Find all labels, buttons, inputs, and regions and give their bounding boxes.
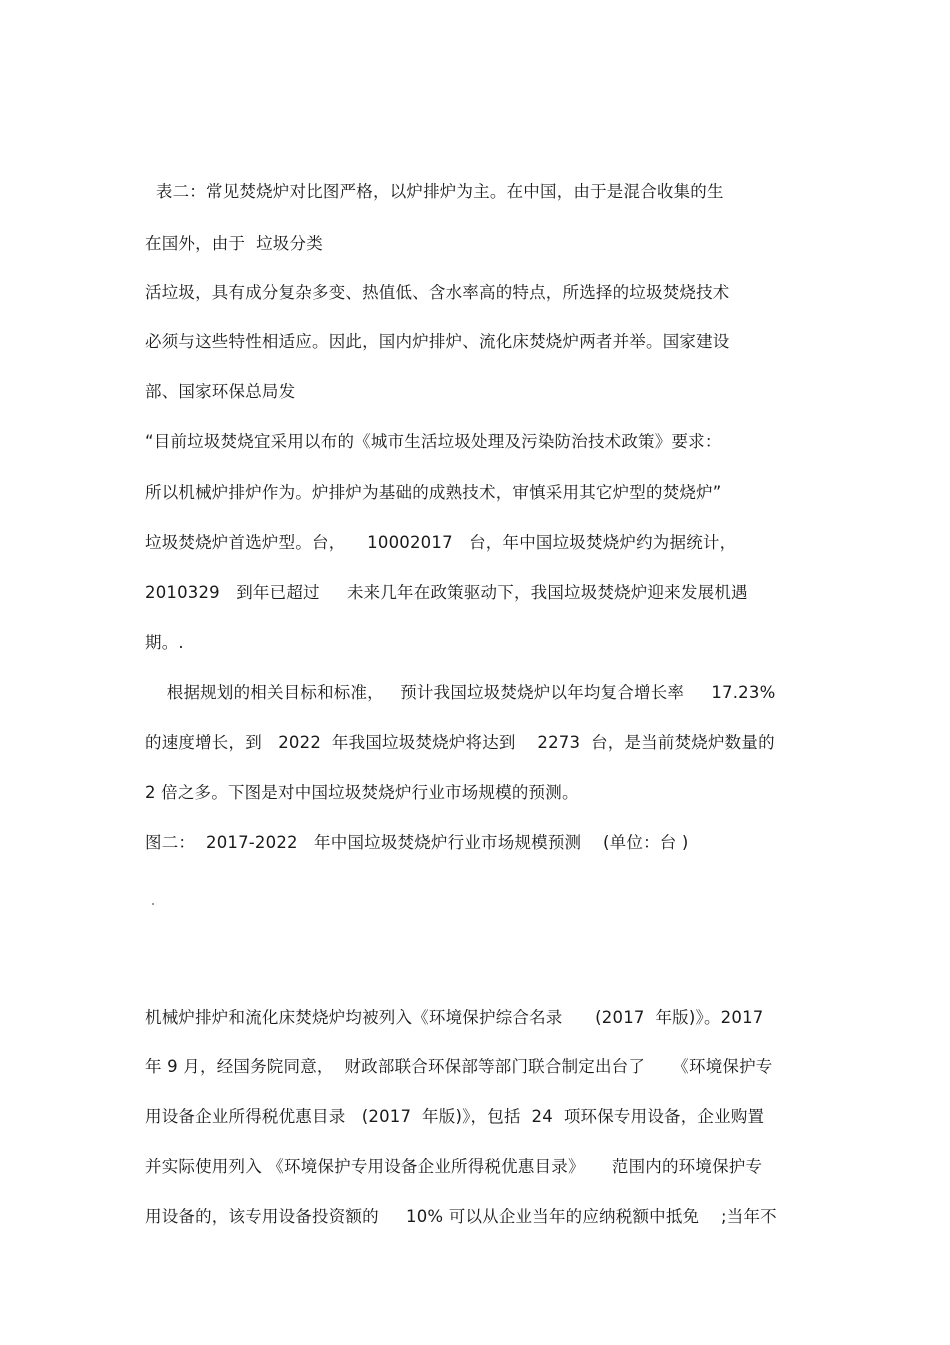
text-line: 根据规划的相关目标和标准， 预计我国垃圾焚烧炉以年均复合增长率 17.23% [145,683,776,702]
text-line: 的速度增长，到 2022 年我国垃圾焚烧炉将达到 2273 台，是当前焚烧炉数量的 [145,733,775,752]
text-line: 部、国家环保总局发 [145,382,296,401]
text-line: 2 倍之多。下图是对中国垃圾焚烧炉行业市场规模的预测。 [145,783,579,802]
text-line: 年 9 月，经国务院同意， 财政部联合环保部等部门联合制定出台了 《环境保护专 [145,1057,773,1076]
text-line: 并实际使用列入 《环境保护专用设备企业所得税优惠目录》 范围内的环境保护专 [145,1157,763,1176]
text-line: 期。. [145,633,184,652]
text-line: “目前垃圾焚烧宜采用以布的《城市生活垃圾处理及污染防治技术政策》要求： [145,432,722,451]
text-line: 用设备的，该专用设备投资额的 10% 可以从企业当年的应纳税额中抵免 ;当年不 [145,1207,777,1226]
text-line: 表二：常见焚烧炉对比图严格，以炉排炉为主。在中国，由于是混合收集的生 [145,182,724,201]
figure-placeholder-mark [152,903,154,905]
text-line: 活垃圾，具有成分复杂多变、热值低、含水率高的特点，所选择的垃圾焚烧技术 [145,283,730,302]
text-line: 必须与这些特性相适应。因此，国内炉排炉、流化床焚烧炉两者并举。国家建设 [145,332,730,351]
text-line: 所以机械炉排炉作为。炉排炉为基础的成熟技术，审慎采用其它炉型的焚烧炉” [145,483,722,502]
figure-caption: 图二： 2017-2022 年中国垃圾焚烧炉行业市场规模预测 (单位：台 ) [145,833,689,852]
text-line: 在国外，由于 垃圾分类 [145,234,323,253]
text-line: 用设备企业所得税优惠目录 (2017 年版)》，包括 24 项环保专用设备，企业购置 [145,1107,765,1126]
text-line: 机械炉排炉和流化床焚烧炉均被列入《环境保护综合名录 (2017 年版)》。2017 [145,1008,764,1027]
text-line: 2010329 到年已超过 未来几年在政策驱动下，我国垃圾焚烧炉迎来发展机遇 [145,583,748,602]
text-line: 垃圾焚烧炉首选炉型。台， 10002017 台，年中国垃圾焚烧炉约为据统计， [145,533,737,552]
